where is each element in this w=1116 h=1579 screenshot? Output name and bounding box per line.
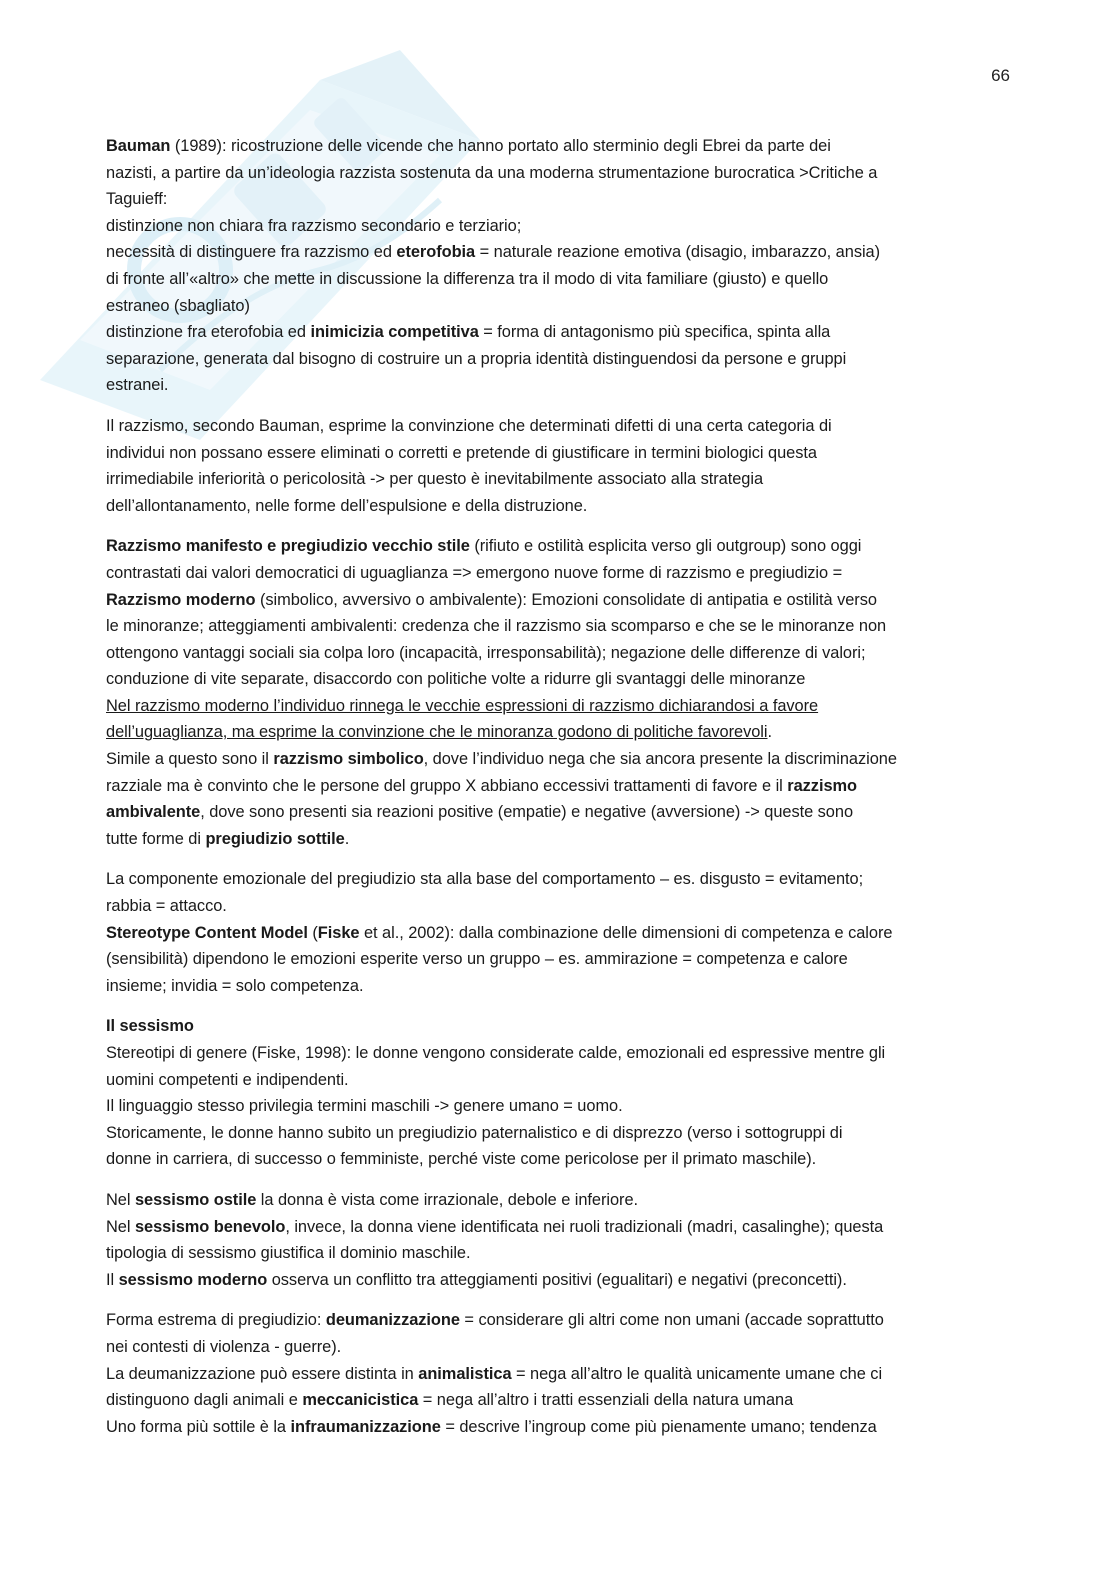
text-line (106, 613, 1006, 640)
text-segment: Storicamente, le donne hanno subito un pregiudizio paternalistico e di disprezzo (verso i sottogruppi di (106, 1123, 843, 1142)
text-line (106, 440, 1006, 467)
underlined-text: dell’uguaglianza, ma esprime la convinzione che le minoranza godono di politiche favorevoli (106, 723, 768, 742)
text-segment: Il linguaggio stesso privilegia termini maschili -> genere umano = uomo. (106, 1097, 623, 1116)
text-segment: (simbolico, avversivo o ambivalente): Emozioni consolidate di antipatia e ostilità verso (255, 590, 877, 609)
text-segment: necessità di distinguere fra razzismo ed (106, 243, 397, 262)
text-line (106, 133, 1006, 160)
text-segment: irrimediabile inferiorità o pericolosità -> per questo è inevitabilmente associato alla strategia (106, 470, 764, 489)
text-line (106, 293, 1006, 320)
text-line (106, 213, 1006, 240)
text-segment: = considerare gli altri come non umani (accade soprattutto (459, 1311, 884, 1330)
bold-term: animalistica (418, 1364, 512, 1383)
text-line (106, 826, 1006, 853)
text-line (106, 1093, 1006, 1120)
text-line (106, 186, 1006, 213)
text-segment: estraneo (sbagliato) (106, 296, 250, 315)
text-line (106, 560, 1006, 587)
bold-term: meccanicistica (302, 1391, 419, 1410)
text-segment: contrastati dai valori democratici di uguaglianza => emergono nuove forme di razzismo e pregiudizio = (106, 563, 843, 582)
text-line (106, 1187, 1006, 1214)
text-segment: ottengono vantaggi sociali sia colpa loro (incapacità, irresponsabilità); negazione delle differenze di valori; (106, 643, 866, 662)
paragraph-p7 (106, 1307, 1006, 1440)
text-line (106, 466, 1006, 493)
text-line (106, 773, 1006, 800)
bold-term: infraumanizzazione (290, 1417, 441, 1436)
text-line (106, 493, 1006, 520)
text-line (106, 1013, 1006, 1040)
text-line (106, 587, 1006, 614)
text-segment: Uno forma più sottile è la (106, 1417, 291, 1436)
text-segment: Simile a questo sono il (106, 750, 274, 769)
text-line (106, 1146, 1006, 1173)
paragraph-p1 (106, 133, 1006, 399)
bold-term: sessismo benevolo (134, 1217, 286, 1236)
text-segment: la donna è vista come irrazionale, debole e inferiore. (256, 1190, 639, 1209)
text-segment: , invece, la donna viene identificata nei ruoli tradizionali (madri, casalinghe); questa (285, 1217, 884, 1236)
bold-term: Fiske (317, 923, 360, 942)
bold-term: Bauman (106, 137, 171, 155)
text-line (106, 640, 1006, 667)
text-line (106, 266, 1006, 293)
underlined-text: Nel razzismo moderno l’individuo rinnega le vecchie espressioni di razzismo dichiarandosi a favore (106, 696, 819, 715)
bold-term: deumanizzazione (325, 1311, 460, 1330)
text-line (106, 372, 1006, 399)
bold-term: inimicizia competitiva (310, 323, 479, 342)
text-segment: distinzione fra eterofobia ed (106, 323, 311, 342)
text-segment: distinzione non chiara fra razzismo secondario e terziario; (106, 216, 522, 235)
text-line (106, 1361, 1006, 1388)
paragraph-p3 (106, 533, 1006, 852)
text-segment: nazisti, a partire da un’ideologia razzista sostenuta da una moderna strumentazione burocratica >Critiche a (106, 163, 878, 182)
text-segment: Il razzismo, secondo Bauman, esprime la convinzione che determinati difetti di una certa categoria di (106, 416, 832, 435)
text-segment: nei contesti di violenza - guerre). (106, 1337, 342, 1356)
text-line (106, 160, 1006, 187)
text-line (106, 693, 1006, 720)
text-segment: , dove sono presenti sia reazioni positive (empatie) e negative (avversione) -> queste sono (200, 803, 854, 822)
paragraph-p5 (106, 1013, 1006, 1173)
text-segment: tipologia di sessismo giustifica il dominio maschile. (106, 1244, 471, 1263)
text-line (106, 866, 1006, 893)
text-segment: individui non possano essere eliminati o corretti e pretende di giustificare in termini biologici questa (106, 443, 817, 462)
text-line (106, 719, 1006, 746)
paragraph-p6 (106, 1187, 1006, 1293)
paragraph-p4 (106, 866, 1006, 999)
text-line (106, 1387, 1006, 1414)
text-segment: = forma di antagonismo più specifica, spinta alla (478, 323, 831, 342)
text-segment: = nega all’altro i tratti essenziali della natura umana (418, 1391, 794, 1410)
bold-term: Razzismo moderno (106, 590, 256, 609)
text-line (106, 413, 1006, 440)
bold-term: Razzismo manifesto e pregiudizio vecchio stile (106, 537, 470, 556)
text-segment: razziale ma è convinto che le persone del gruppo X abbiano eccessivi trattamenti di favore e il (106, 776, 788, 795)
text-segment: tutte forme di (106, 829, 206, 848)
document-body (106, 133, 1006, 1454)
page-number: 66 (991, 66, 1010, 85)
text-segment: Il (106, 1270, 119, 1289)
bold-term: sessismo moderno (118, 1270, 268, 1289)
text-line (106, 1267, 1006, 1294)
text-segment: uomini competenti e indipendenti. (106, 1070, 349, 1089)
text-line (106, 1120, 1006, 1147)
text-segment: Stereotipi di genere (Fiske, 1998): le donne vengono considerate calde, emozionali ed espressive mentre gli (106, 1044, 886, 1062)
text-segment: = nega all’altro le qualità unicamente umane che ci (511, 1364, 883, 1383)
text-segment: (sensibilità) dipendono le emozioni esperite verso un gruppo – es. ammirazione = competenza e calore (106, 950, 848, 969)
text-line (106, 533, 1006, 560)
text-segment: (1989): ricostruzione delle vicende che hanno portato allo sterminio degli Ebrei da parte dei (170, 137, 831, 155)
text-line (106, 1414, 1006, 1441)
text-segment: Forma estrema di pregiudizio: (106, 1311, 326, 1330)
text-segment: et al., 2002): dalla combinazione delle dimensioni di competenza e calore (359, 923, 893, 942)
text-line (106, 319, 1006, 346)
paragraph-p2 (106, 413, 1006, 519)
bold-term: pregiudizio sottile (205, 829, 345, 848)
text-segment: (rifiuto e ostilità esplicita verso gli outgroup) sono oggi (469, 537, 862, 556)
text-line (106, 946, 1006, 973)
text-segment: di fronte all’«altro» che mette in discussione la differenza tra il modo di vita familiare (giusto) e quello (106, 269, 829, 288)
text-line (106, 666, 1006, 693)
bold-term: razzismo simbolico (273, 750, 424, 769)
text-segment: . (344, 829, 350, 848)
text-segment: estranei. (106, 376, 169, 395)
text-line (106, 973, 1006, 1000)
text-segment: rabbia = attacco. (106, 897, 227, 916)
bold-term: eterofobia (396, 243, 476, 262)
text-segment: ( (307, 923, 318, 942)
text-segment: = naturale reazione emotiva (disagio, imbarazzo, ansia) (475, 243, 881, 262)
text-segment: donne in carriera, di successo o femministe, perché viste come pericolose per il primato maschile). (106, 1150, 817, 1169)
bold-term: Stereotype Content Model (106, 923, 308, 942)
bold-term: Il sessismo (106, 1017, 194, 1036)
text-segment: = descrive l’ingroup come più pienamente umano; tendenza (440, 1417, 877, 1436)
text-segment: osserva un conflitto tra atteggiamenti positivi (egualitari) e negativi (preconcetti). (267, 1270, 847, 1289)
text-segment: . (767, 723, 773, 742)
text-segment: le minoranze; atteggiamenti ambivalenti: credenza che il razzismo sia scomparso e che se le minoranze non (106, 617, 887, 636)
text-line (106, 1240, 1006, 1267)
text-line (106, 346, 1006, 373)
text-line (106, 920, 1006, 947)
text-line (106, 239, 1006, 266)
text-line (106, 1067, 1006, 1094)
text-segment: insieme; invidia = solo competenza. (106, 976, 364, 995)
text-segment: dell’allontanamento, nelle forme dell’espulsione e della distruzione. (106, 496, 588, 515)
bold-term: razzismo (787, 776, 858, 795)
bold-term: ambivalente (106, 803, 201, 822)
text-segment: conduzione di vite separate, disaccordo con politiche volte a ridurre gli svantaggi delle minoranze (106, 670, 806, 689)
text-segment: Nel (106, 1217, 135, 1236)
text-segment: La componente emozionale del pregiudizio sta alla base del comportamento – es. disgusto = evitamento; (106, 870, 864, 889)
text-segment: separazione, generata dal bisogno di costruire un a propria identità distinguendosi da persone e gruppi (106, 349, 847, 368)
text-line (106, 1334, 1006, 1361)
text-line (106, 893, 1006, 920)
text-segment: Taguieff: (106, 190, 168, 209)
text-line (106, 799, 1006, 826)
text-line (106, 1307, 1006, 1334)
text-segment: , dove l’individuo nega che sia ancora presente la discriminazione (423, 750, 897, 769)
text-line (106, 1040, 1006, 1067)
text-line (106, 1214, 1006, 1241)
text-segment: distinguono dagli animali e (106, 1391, 303, 1410)
bold-term: sessismo ostile (134, 1190, 257, 1209)
text-line (106, 746, 1006, 773)
text-segment: La deumanizzazione può essere distinta in (106, 1364, 419, 1383)
text-segment: Nel (106, 1190, 135, 1209)
